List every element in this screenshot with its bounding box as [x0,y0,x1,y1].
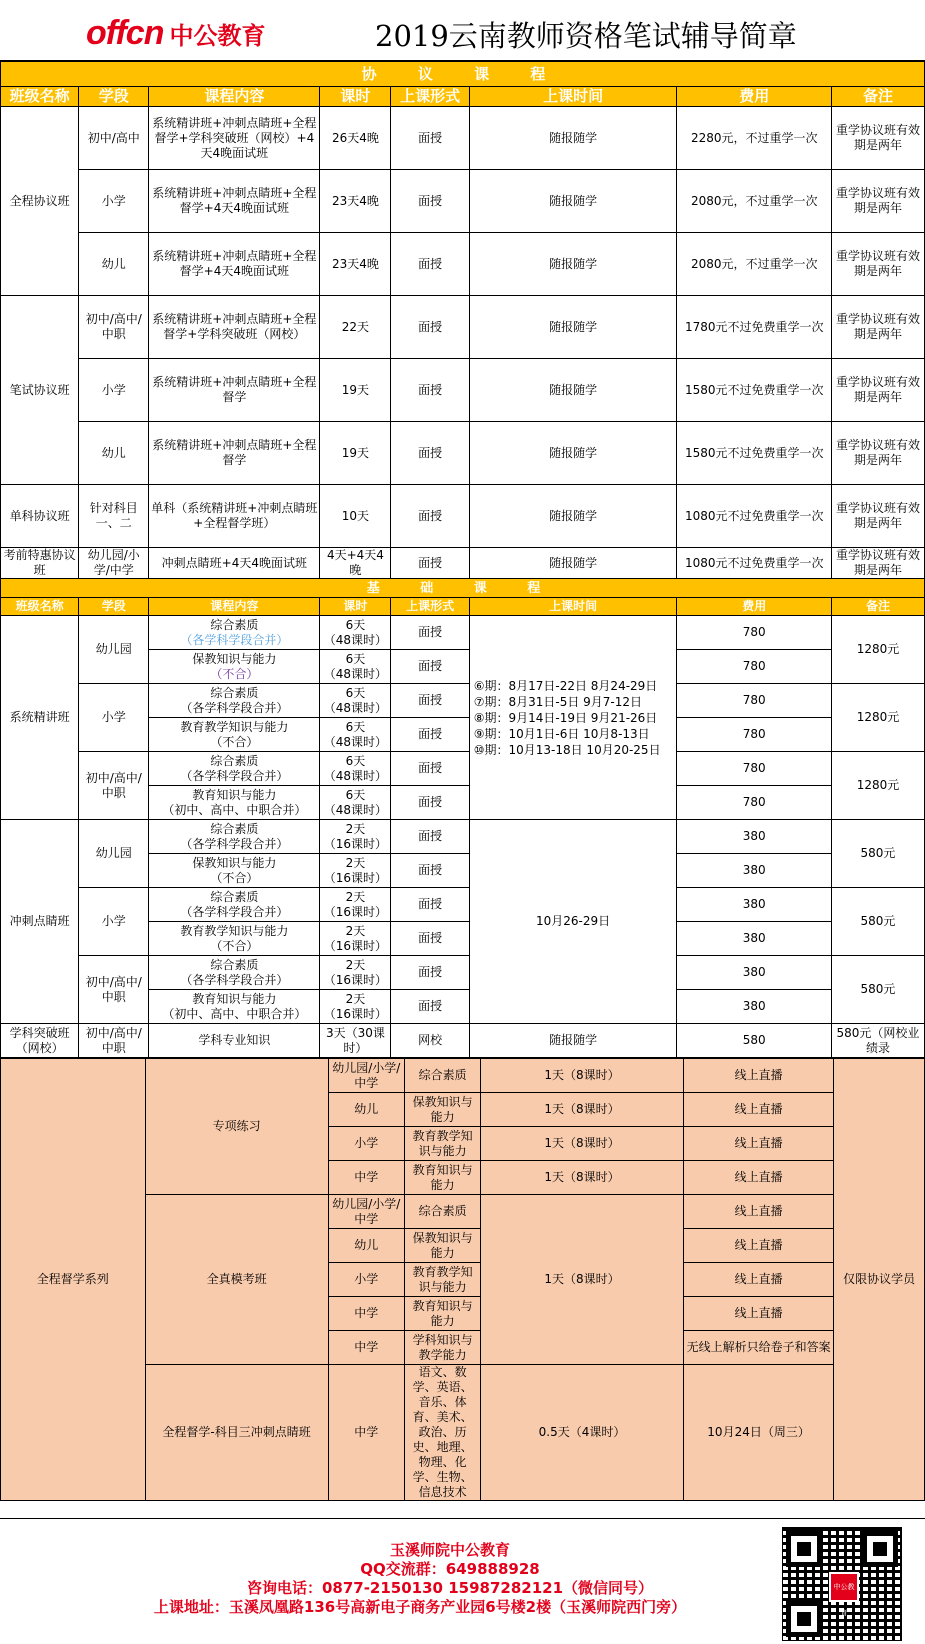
schedule-line: ⑦期：8月31日-5日 9月7-12日 [473,694,643,709]
time: 随报随学 [469,359,677,422]
note: 重学协议班有效期是两年 [831,485,924,548]
days: 2天 [345,889,366,904]
days: 6天 [345,685,366,700]
format: 面授 [391,296,469,359]
qr-corner-icon [786,1531,822,1567]
note: 重学协议班有效期是两年 [831,233,924,296]
table-row [1,359,925,422]
logo-cn: 中公教育 [169,23,266,50]
content [149,650,320,684]
page-title: 2019云南教师资格笔试辅导简章 [375,19,797,53]
periods: （48课时） [323,632,388,647]
schedule-line: ⑩期：10月13-18日 10月20-25日 [473,742,661,757]
fee: 780 [677,650,832,684]
hours: 22天 [320,296,391,359]
stage: 初中/高中/中职 [79,1024,149,1058]
fee: 780 [677,684,832,718]
table-row [1,888,925,922]
subject: 综合素质 [404,1195,480,1229]
format: 线上直播 [683,1195,834,1229]
class-name: 全程协议班 [1,107,79,296]
time: 随报随学 [469,548,677,579]
subject-note: （各学科学段合并） [180,836,289,851]
subject-note: （初中、高中、中职合并） [162,1006,307,1021]
hours [320,752,391,786]
stage: 小学 [79,684,149,752]
column-header-row [1,598,925,616]
fee: 2080元，不过重学一次 [677,170,832,233]
content: 单科（系统精讲班+冲刺点睛班+全程督学班） [149,485,320,548]
periods: （48课时） [323,734,388,749]
content: 系统精讲班+冲刺点睛班+全程督学+学科突破班（网校）+4天4晚面试班 [149,107,320,170]
section-basic-title: 基 础 课 程 [1,579,925,598]
class-name: 学科突破班（网校） [1,1024,79,1058]
col-fee: 费用 [677,598,832,616]
periods: （48课时） [323,802,388,817]
hours [320,650,391,684]
fee: 780 [677,752,832,786]
days: 6天 [345,787,366,802]
header [0,0,925,61]
format: 面授 [391,233,469,296]
format: 线上直播 [683,1263,834,1297]
time: 随报随学 [469,296,677,359]
periods: （48课时） [323,700,388,715]
stage: 幼儿园 [79,820,149,888]
logo-en: offcn [86,14,164,52]
format: 面授 [391,107,469,170]
stage: 小学 [79,170,149,233]
periods: （16课时） [323,836,388,851]
subject-note: （不合） [210,666,259,681]
content: 系统精讲班+冲刺点睛班+全程督学+4天4晚面试班 [149,233,320,296]
col-hours: 课时 [320,87,391,107]
hours: 19天 [320,359,391,422]
format: 面授 [391,650,469,684]
table-row [1,296,925,359]
subject-note: （各学科学段合并） [180,904,289,919]
col-note: 备注 [831,598,924,616]
table-row [1,485,925,548]
fee: 380 [677,820,832,854]
fee: 380 [677,922,832,956]
time: 随报随学 [469,170,677,233]
stage: 初中/高中/中职 [79,752,149,820]
format: 面授 [391,684,469,718]
format: 线上直播 [683,1161,834,1195]
content [149,854,320,888]
course-name: 全真模考班 [145,1195,328,1365]
format: 面授 [391,170,469,233]
format: 线上直播 [683,1059,834,1093]
stage: 初中/高中/中职 [79,296,149,359]
subject: 语文、数学、英语、音乐、体育、美术、政治、历史、地理、物理、化学、生物、信息技术 [404,1365,480,1501]
format: 线上直播 [683,1229,834,1263]
format: 面授 [391,485,469,548]
stage: 小学 [328,1263,404,1297]
hours: 1天（8课时） [481,1161,684,1195]
days: 6天 [345,651,366,666]
table-row [1,752,925,786]
content: 冲刺点睛班+4天4晚面试班 [149,548,320,579]
format: 网校 [391,1024,469,1058]
subject: 保教知识与能力 [404,1093,480,1127]
stage: 中学 [328,1297,404,1331]
format: 线上直播 [683,1297,834,1331]
hours [320,616,391,650]
col-fee: 费用 [677,87,832,107]
col-hours: 课时 [320,598,391,616]
note: 重学协议班有效期是两年 [831,422,924,485]
hours [320,718,391,752]
qr-corner-icon [786,1601,822,1637]
content: 系统精讲班+冲刺点睛班+全程督学+学科突破班（网校） [149,296,320,359]
subject: 综合素质 [210,753,259,768]
content: 学科专业知识 [149,1024,320,1058]
stage: 中学 [328,1331,404,1365]
format: 面授 [391,888,469,922]
table-row [1,233,925,296]
subject: 教育教学知识与能力 [404,1127,480,1161]
stage: 中学 [328,1365,404,1501]
class-name: 系统精讲班 [1,616,79,820]
subject: 综合素质 [404,1059,480,1093]
content [149,990,320,1024]
hours [320,990,391,1024]
stage: 幼儿园 [79,616,149,684]
stage: 幼儿园/小学/中学 [328,1059,404,1093]
fee: 380 [677,956,832,990]
course-name: 全程督学-科目三冲刺点睛班 [145,1365,328,1501]
stage: 初中/高中/中职 [79,956,149,1024]
subject-note: （不合） [210,734,259,749]
days: 2天 [345,855,366,870]
format: 面授 [391,422,469,485]
subject: 综合素质 [210,957,259,972]
periods: （16课时） [323,1006,388,1021]
time: 随报随学 [469,107,677,170]
schedule [469,616,677,820]
periods: （16课时） [323,972,388,987]
subject-note: （各学科学段合并） [180,972,289,987]
class-name: 单科协议班 [1,485,79,548]
subject: 教育知识与能力 [192,991,277,1006]
fee: 1580元不过免费重学一次 [677,422,832,485]
hours: 1天（8课时） [481,1059,684,1093]
footer-org: 玉溪师院中公教育 [389,1541,510,1559]
fee: 380 [677,990,832,1024]
hours: 1天（8课时） [481,1195,684,1365]
note: 重学协议班有效期是两年 [831,107,924,170]
content [149,956,320,990]
content: 系统精讲班+冲刺点睛班+全程督学 [149,422,320,485]
col-format: 上课形式 [391,598,469,616]
days: 2天 [345,991,366,1006]
hours: 1天（8课时） [481,1093,684,1127]
qr-code-icon[interactable] [782,1527,902,1641]
stage: 幼儿 [79,422,149,485]
content [149,718,320,752]
fee: 380 [677,888,832,922]
offcn-logo [86,14,265,53]
content: 系统精讲班+冲刺点睛班+全程督学+4天4晚面试班 [149,170,320,233]
subject: 教育教学知识与能力 [180,923,289,938]
format: 面授 [391,359,469,422]
fee: 780 [677,616,832,650]
format: 面授 [391,786,469,820]
fee: 780 [677,786,832,820]
col-time: 上课时间 [469,598,677,616]
stage: 小学 [79,359,149,422]
stage: 针对科目一、二 [79,485,149,548]
series-name: 全程督学系列 [1,1059,146,1501]
stage: 初中/高中 [79,107,149,170]
col-class: 班级名称 [1,87,79,107]
footer-address: 上课地址：玉溪凤凰路136号高新电子商务产业园6号楼2楼（玉溪师院西门旁） [153,1598,687,1616]
hours [320,820,391,854]
periods: （16课时） [323,904,388,919]
footer-phone: 咨询电话：0877-2150130 15987282121（微信同号） [246,1579,654,1597]
hours [320,888,391,922]
note: 重学协议班有效期是两年 [831,170,924,233]
fee: 380 [677,854,832,888]
table-row [1,107,925,170]
fee: 780 [677,718,832,752]
days: 2天 [345,821,366,836]
time: 随报随学 [469,1024,677,1058]
note: 1280元 [831,752,924,820]
course-name: 专项练习 [145,1059,328,1195]
subject: 保教知识与能力 [404,1229,480,1263]
fee: 1580元不过免费重学一次 [677,359,832,422]
note: 1280元 [831,684,924,752]
days: 2天 [345,923,366,938]
subject: 教育知识与能力 [404,1161,480,1195]
qr-corner-icon [862,1531,898,1567]
note: 1280元 [831,616,924,684]
format: 面授 [391,718,469,752]
fee: 580 [677,1024,832,1058]
content [149,786,320,820]
stage: 幼儿园/小学/中学 [79,548,149,579]
format: 线上直播 [683,1127,834,1161]
qr-logo-icon: 中公教育 [829,1572,859,1602]
subject-note: （不合） [210,870,259,885]
subject: 教育知识与能力 [192,787,277,802]
stage: 幼儿 [328,1229,404,1263]
hours: 23天4晚 [320,170,391,233]
table-row [1,548,925,579]
hours: 23天4晚 [320,233,391,296]
subject: 保教知识与能力 [192,855,277,870]
col-stage: 学段 [79,87,149,107]
note: 580元 [831,888,924,956]
subject: 综合素质 [210,685,259,700]
subject-note: （不合） [210,938,259,953]
fee: 1080元不过免费重学一次 [677,548,832,579]
content [149,616,320,650]
time: 10月26-29日 [469,820,677,1024]
subject-note: （初中、高中、中职合并） [162,802,307,817]
table-row [1,170,925,233]
hours [320,854,391,888]
col-time: 上课时间 [469,87,677,107]
subject: 综合素质 [210,821,259,836]
footer-qq: QQ交流群：649888928 [360,1560,540,1578]
format: 面授 [391,990,469,1024]
hours: 10天 [320,485,391,548]
content: 系统精讲班+冲刺点睛班+全程督学 [149,359,320,422]
periods: （16课时） [323,870,388,885]
subject: 学科知识与教学能力 [404,1331,480,1365]
table-row [1,422,925,485]
footer [0,1518,925,1644]
note: 重学协议班有效期是两年 [831,548,924,579]
table-row [1,1059,925,1093]
table-row [1,616,925,650]
class-name: 考前特惠协议班 [1,548,79,579]
subject: 教育教学知识与能力 [180,719,289,734]
days: 6天 [345,719,366,734]
stage: 中学 [328,1161,404,1195]
hours: 26天4晚 [320,107,391,170]
col-format: 上课形式 [391,87,469,107]
days: 6天 [345,753,366,768]
section-agreement-title: 协 议 课 程 [1,62,925,87]
format: 面授 [391,752,469,786]
schedule-line: ⑧期：9月14日-19日 9月21-26日 [473,710,658,725]
content [149,684,320,718]
col-note: 备注 [831,87,924,107]
days: 6天 [345,617,366,632]
format: 无线上解析只给卷子和答案 [683,1331,834,1365]
subject: 综合素质 [210,889,259,904]
fee: 2080元，不过重学一次 [677,233,832,296]
content [149,922,320,956]
periods: （48课时） [323,666,388,681]
course-table [0,61,925,1058]
hours: 0.5天（4课时） [481,1365,684,1501]
schedule-line: ⑨期：10月1日-6日 10月8-13日 [473,726,650,741]
note: 580元 [831,820,924,888]
schedule-line: ⑥期：8月17日-22日 8月24-29日 [473,678,658,693]
col-stage: 学段 [79,598,149,616]
col-content: 课程内容 [149,87,320,107]
col-content: 课程内容 [149,598,320,616]
table-row [1,1024,925,1058]
hours [320,922,391,956]
format: 面授 [391,854,469,888]
subject: 教育教学知识与能力 [404,1263,480,1297]
class-name: 笔试协议班 [1,296,79,485]
format: 面授 [391,616,469,650]
hours [320,956,391,990]
stage: 幼儿 [328,1093,404,1127]
fee: 1780元不过免费重学一次 [677,296,832,359]
table-row [1,956,925,990]
hours: 19天 [320,422,391,485]
stage: 小学 [79,888,149,956]
supervision-table [0,1058,925,1501]
format: 面授 [391,956,469,990]
format: 线上直播 [683,1093,834,1127]
note: 重学协议班有效期是两年 [831,359,924,422]
periods: （16课时） [323,938,388,953]
subject-note: （各学科学段合并） [180,768,289,783]
subject-note: （各学科学段合并） [180,632,289,647]
col-class: 班级名称 [1,598,79,616]
time: 随报随学 [469,422,677,485]
class-name: 冲刺点睛班 [1,820,79,1024]
stage: 小学 [328,1127,404,1161]
subject: 保教知识与能力 [192,651,277,666]
column-header-row [1,87,925,107]
hours: 1天（8课时） [481,1127,684,1161]
format: 面授 [391,922,469,956]
time: 随报随学 [469,485,677,548]
note: 仅限协议学员 [834,1059,925,1501]
days: 2天 [345,957,366,972]
format: 面授 [391,548,469,579]
subject: 综合素质 [210,617,259,632]
content [149,820,320,854]
table-row [1,684,925,718]
subject-note: （各学科学段合并） [180,700,289,715]
stage: 幼儿 [79,233,149,296]
time: 随报随学 [469,233,677,296]
content [149,752,320,786]
note: 重学协议班有效期是两年 [831,296,924,359]
note: 580元（网校业绩录 [831,1024,924,1058]
hours: 3天（30课时） [320,1024,391,1058]
hours [320,786,391,820]
table-row [1,820,925,854]
stage: 幼儿园/小学/中学 [328,1195,404,1229]
fee: 2280元，不过重学一次 [677,107,832,170]
content [149,888,320,922]
hours [320,684,391,718]
subject: 教育知识与能力 [404,1297,480,1331]
note: 580元 [831,956,924,1024]
hours: 4天+4天4晚 [320,548,391,579]
fee: 1080元不过免费重学一次 [677,485,832,548]
format: 10月24日（周三） [683,1365,834,1501]
periods: （48课时） [323,768,388,783]
format: 面授 [391,820,469,854]
